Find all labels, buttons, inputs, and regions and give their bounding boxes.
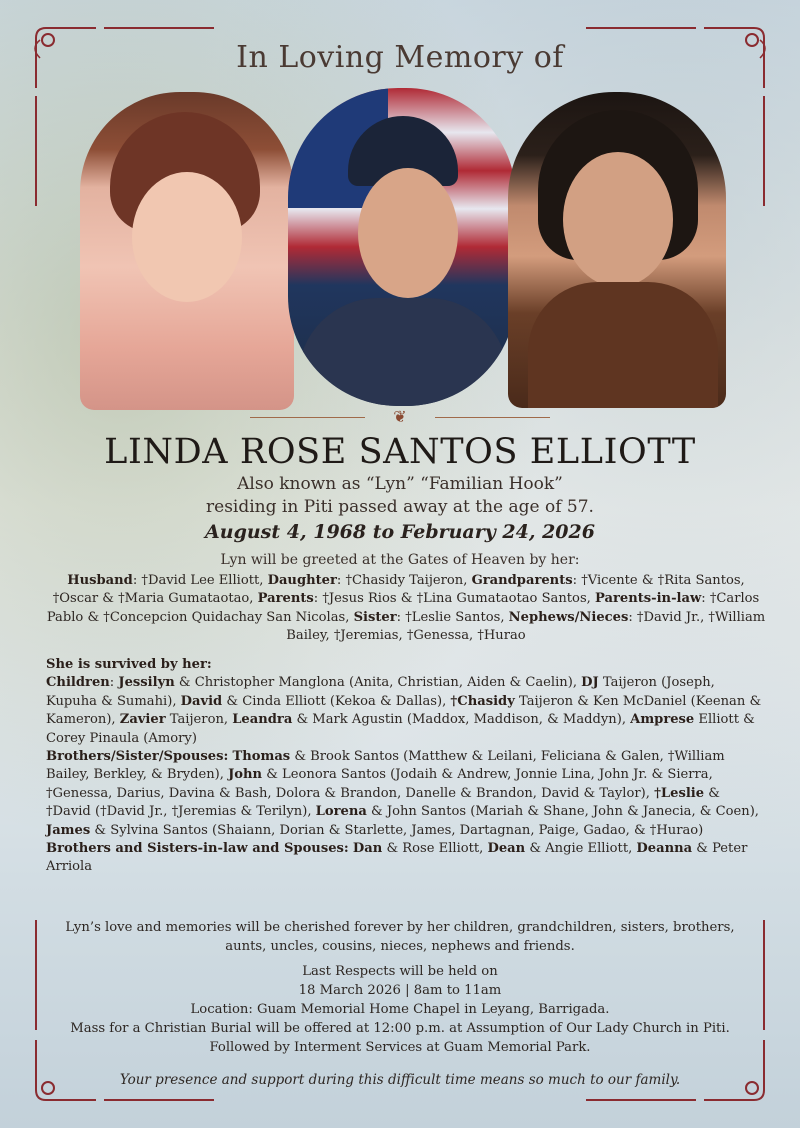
child-name: Jessilyn (118, 675, 175, 691)
grandparents-value: : †Vicente & †Rita Santos, †Oscar & †Maria Gumataotao, (52, 573, 745, 607)
child-detail: & Mark Agustin (Maddox, Maddison, & Maddyn), (292, 712, 631, 728)
child-name: Leandra (232, 712, 293, 728)
in-law-name: Deanna (636, 841, 693, 857)
child-name: Amprese (630, 712, 695, 728)
deceased-name: LINDA ROSE SANTOS ELLIOTT (104, 432, 696, 472)
frame-line-top-left (104, 27, 214, 29)
in-law-detail: & Angie Elliott, (525, 841, 637, 857)
label-nephews-nieces: Nephews/Nieces (508, 609, 629, 625)
child-name: DJ (581, 675, 599, 691)
in-law-detail: & Peter Arriola (46, 841, 748, 875)
fleur-ornament-icon: ❦ (393, 407, 407, 426)
child-detail: Taijeron, (165, 712, 233, 728)
cherished-text: Lyn’s love and memories will be cherished forever by her children, grandchildren, sisters, brothers, aunts, uncles, cousins, nieces, nephews and friends. (65, 920, 735, 954)
service-date-time: 18 March 2026 | 8am to 11am (298, 983, 502, 998)
child-name: Zavier (119, 712, 166, 728)
label-husband: Husband (67, 573, 133, 588)
label-parents-in-law: Parents-in-law (595, 591, 702, 607)
child-name: David (180, 693, 223, 709)
nephews-nieces-value: : †David Jr., †William Bailey, †Jeremias, †Genessa, †Hurao (286, 609, 766, 644)
label-grandparents: Grandparents (471, 573, 573, 588)
label-in-laws: Brothers and Sisters-in-law and Spouses: (46, 841, 349, 857)
label-children: Children (46, 675, 110, 691)
greeted-intro: Lyn will be greeted at the Gates of Heaven by her: (220, 552, 580, 568)
service-location: Location: Guam Memorial Home Chapel in Leyang, Barrigada. (190, 1002, 610, 1017)
sibling-name: James (46, 822, 91, 838)
frame-line-top-right (586, 27, 696, 29)
sibling-name: John (228, 767, 263, 783)
last-respects-line: Last Respects will be held on (302, 964, 498, 979)
daughter-value: : †Chasidy Taijeron, (336, 573, 472, 588)
label-parents: Parents (257, 591, 314, 607)
label-daughter: Daughter (267, 573, 337, 588)
label-siblings: Brothers/Sister/Spouses: (46, 749, 229, 765)
child-detail: & Cinda Elliott (Kekoa & Dallas), (222, 693, 451, 709)
preceded-in-death-paragraph (46, 572, 766, 646)
frame-line-right-top (763, 96, 765, 206)
frame-line-left-bottom (35, 920, 37, 1030)
frame-line-bottom-right (586, 1099, 696, 1101)
child-detail: & Christopher Manglona (Anita, Christian, Aiden & Caelin), (174, 675, 582, 691)
child-detail: Taijeron & Ken McDaniel (Keenan & Kameron), (46, 693, 762, 728)
label-sister: Sister (353, 609, 397, 625)
sibling-name: Lorena (315, 804, 367, 820)
sibling-detail: & Leonora Santos (Jodaih & Andrew, Jonnie Lina, John Jr. & Sierra, †Genessa, Darius, Davina & Bash, Dolora & Brandon, Danelle & Brandon, David & Taylor), (46, 767, 713, 801)
portrait-photo-military (288, 88, 516, 406)
sibling-detail: & Brook Santos (Matthew & Leilani, Feliciana & Galen, †William Bailey, Berkley, & Bryden), (46, 749, 725, 783)
parents-in-law-value: : †Carlos Pablo & †Concepcion Quidachay San Nicolas, (46, 591, 760, 625)
frame-line-bottom-left (104, 1099, 214, 1101)
mass-and-interment: Mass for a Christian Burial will be offered at 12:00 p.m. at Assumption of Our Lady Church in Piti. Followed by Interment Services at Guam Memorial Park. (70, 1021, 730, 1055)
survived-heading: She is survived by her: (46, 657, 212, 672)
portrait-photo-young (80, 92, 294, 410)
service-details (60, 962, 740, 1057)
survived-by-paragraph: She is survived by her: Children: Jessilyn & Christopher Manglona (Anita, Christian, Aiden & Caelin), DJ Taijeron (Joseph, Kupuha & Sumahi), David & Cinda Elliott (Kekoa & Dallas), †Chasidy Taijeron & Ken McDaniel (Keenan & Kameron), Zavier Taijeron, Leandra & Mark Agustin (Maddox, Maddison, & Maddyn), Amprese Elliott & Corey Pinaula (Amory) Brothers/Sister/Spouses: Thomas & Brook Santos (Matthew & Leilani, Feliciana & Galen, †William Bailey, Berkley, & Bryden), John & Leonora Santos (Jodaih & Andrew, Jonnie Lina, John Jr. & Sierra, †Genessa, Darius, Davina & Bash, Dolora & Brandon, Danelle & Brandon, David & Taylor), †Leslie & †David (†David Jr., †Jeremias & Terilyn), Lorena & John Santos (Mariah & Shane, John & Janecia, & Coen), James & Sylvina Santos (Shaiann, Dorian & Starlette, James, Dartagnan, Paige, Gadao, & †Hurao) Brothers and Sisters-in-law and Spouses: Dan & Rose Elliott, Dean & Angie Elliott, Deanna & Peter Arriola (46, 657, 762, 875)
portrait-photo-recent (508, 92, 726, 408)
in-law-detail: & Rose Elliott, (382, 841, 488, 857)
child-detail: Elliott & Corey Pinaula (Amory) (46, 712, 755, 746)
also-known-as: Also known as “Lyn” “Familian Hook” (237, 474, 563, 494)
sibling-detail: & John Santos (Mariah & Shane, John & Janecia, & Coen), (366, 804, 759, 820)
sibling-detail: & †David (†David Jr., †Jeremias & Terilyn), (46, 785, 720, 820)
closing-message: Your presence and support during this difficult time means so much to our family. (119, 1072, 681, 1088)
child-detail: Taijeron (Joseph, Kupuha & Sumahi), (46, 675, 715, 709)
sister-value: : †Leslie Santos, (396, 609, 509, 625)
child-name: †Chasidy (450, 693, 515, 709)
sibling-name: Thomas (232, 749, 291, 765)
life-dates: August 4, 1968 to February 24, 2026 (205, 521, 595, 543)
husband-value: : †David Lee Elliott, (132, 573, 268, 588)
frame-line-right-bottom (763, 920, 765, 1030)
parents-value: : †Jesus Rios & †Lina Gumataotao Santos, (313, 591, 595, 607)
ornamental-divider (250, 407, 550, 427)
in-law-name: Dan (352, 841, 383, 857)
sibling-detail: & Sylvina Santos (Shaiann, Dorian & Starlette, James, Dartagnan, Paige, Gadao, & †Hurao) (90, 822, 704, 838)
in-law-name: Dean (487, 841, 526, 857)
residing-text: residing in Piti passed away at the age of 57. (206, 497, 594, 517)
memorial-heading: In Loving Memory of (236, 40, 564, 75)
frame-line-left-top (35, 96, 37, 206)
sibling-name: †Leslie (654, 785, 705, 801)
